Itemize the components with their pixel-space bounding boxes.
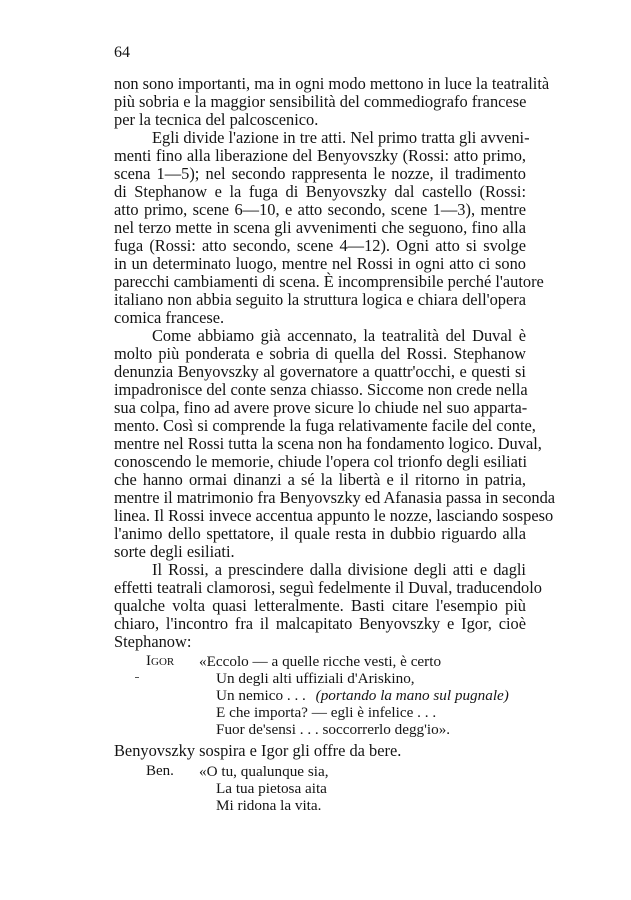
text-line: menti fino alla liberazione del Benyovszky (Rossi: atto primo, [114,146,526,165]
text-line: mentre nel Rossi tutta la scena non ha fondamento logico. Duval, [114,434,542,453]
text-line: Come abbiamo già accennato, la teatralità del Duval è [152,326,526,345]
text-line: molto più ponderata e sobria di quella del Rossi. Stephanow [114,344,526,363]
text-line: conoscendo le memorie, chiude l'opera col trionfo degli esiliati [114,452,528,471]
text-line: Stephanow: [114,632,192,651]
text-line: scena 1—5); nel secondo rappresenta le nozze, il tradimento [114,164,526,183]
verse-line: «O tu, qualunque sia, [199,763,329,780]
text-line: l'animo dello spettatore, il quale resta in dubbio riguardo alla [114,524,526,543]
text-line: atto primo, scene 6—10, e atto secondo, scene 1—3), mentre [114,200,526,219]
text-line: Il Rossi, a prescindere dalla divisione degli atti e dagli [152,560,526,579]
text-line: linea. Il Rossi invece accentua appunto le nozze, lasciando sospeso [114,506,554,525]
verse-text: Un nemico . . . [216,687,306,704]
text-line: qualche volta quasi letteralmente. Basti citare l'esempio più [114,596,526,615]
text-line: chiaro, l'incontro fra il malcapitato Benyovszky e Igor, cioè [114,614,526,633]
speaker-name: Igor [146,653,175,669]
text-line: nel terzo mette in scena gli avvenimenti che seguono, fino alla [114,218,526,237]
page-number: 64 [114,44,130,61]
verse-line: Mi ridona la vita. [216,797,322,814]
speaker-name: Ben. [146,763,174,779]
text-line: per la tecnica del palcoscenico. [114,110,319,129]
text-line: di Stephanow e la fuga di Benyovszky dal castello (Rossi: [114,182,526,201]
text-line: mentre il matrimonio fra Benyovszky ed Afanasia passa in seconda [114,488,556,507]
text-line: denunzia Benyovszky al governatore a quattr'occhi, e questi si [114,362,526,381]
text-line: Egli divide l'azione in tre atti. Nel primo tratta gli avveni- [152,128,530,147]
text-line: che hanno ormai dinanzi a sé la libertà e il ritorno in patria, [114,470,526,489]
text-line: più sobria e la maggior sensibilità del commediografo francese [114,92,527,111]
verse-line: Fuor de'sensi . . . soccorrerlo degg'io». [216,721,451,738]
stage-direction: (portando la mano sul pugnale) [315,687,509,704]
text-line: non sono importanti, ma in ogni modo mettono in luce la teatralità [114,74,550,93]
verse-line: Un degli alti uffiziali d'Ariskino, [216,670,415,687]
text-line: impadronisce del conte senza chiasso. Siccome non crede nella [114,380,528,399]
text-line: sua colpa, fino ad avere prove sicure lo chiude nel suo apparta- [114,398,528,417]
verse-line [216,687,509,704]
text-line: comica francese. [114,308,225,327]
text-line: fuga (Rossi: atto secondo, scene 4—12). Ogni atto si svolge [114,236,526,255]
narration-line: Benyovszky sospira e Igor gli offre da bere. [114,741,402,760]
verse-line: E che importa? — egli è infelice . . . [216,704,437,721]
text-line: in un determinato luogo, mentre nel Rossi in ogni atto ci sono [114,254,526,273]
stray-mark [135,677,139,678]
verse-line: La tua pietosa aita [216,780,327,797]
text-line: mento. Così si comprende la fuga relativamente facile del conte, [114,416,536,435]
text-line: effetti teatrali clamorosi, seguì fedelmente il Duval, traducendolo [114,578,542,597]
text-line: parecchi cambiamenti di scena. È incomprensibile perché l'autore [114,272,544,291]
verse-line: «Eccolo — a quelle ricche vesti, è certo [199,653,442,670]
text-line: sorte degli esiliati. [114,542,235,561]
text-line: italiano non abbia seguito la struttura logica e chiara dell'opera [114,290,526,309]
